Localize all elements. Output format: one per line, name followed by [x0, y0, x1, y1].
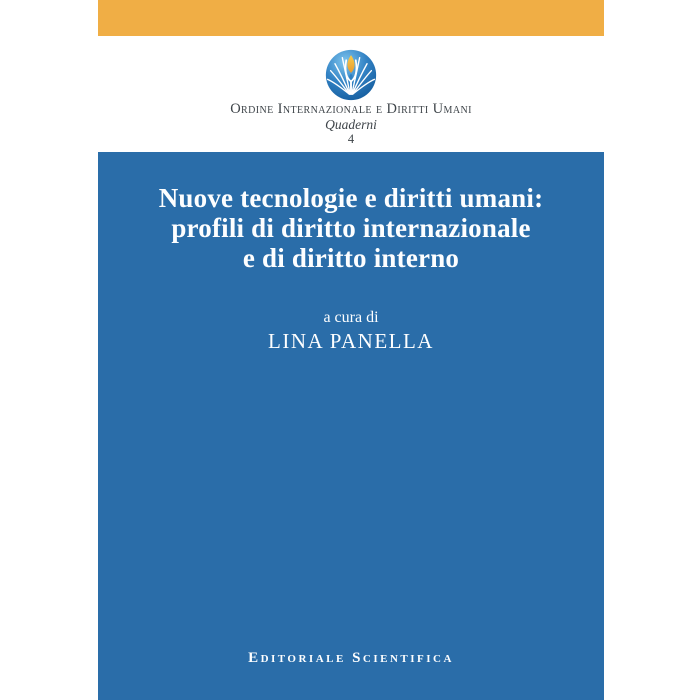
editor-prefix: a cura di	[323, 309, 379, 326]
book-title	[98, 152, 604, 273]
editor-block	[98, 308, 604, 355]
title-line-3: e di diritto interno	[242, 243, 460, 273]
series-header	[98, 49, 604, 146]
organization-name: Ordine Internazionale e Diritti Umani	[230, 101, 472, 117]
issue-number: 4	[347, 132, 355, 146]
torch-globe-icon	[325, 49, 377, 101]
title-line-2: profili di diritto internazionale	[171, 213, 531, 243]
cover-main-panel	[98, 152, 604, 700]
title-line-1: Nuove tecnologie e diritti umani:	[158, 183, 544, 213]
publisher-name: Editoriale Scientifica	[248, 650, 454, 666]
series-name: Quaderni	[325, 117, 377, 132]
editor-name: LINA PANELLA	[268, 329, 434, 353]
top-accent-band	[98, 0, 604, 36]
